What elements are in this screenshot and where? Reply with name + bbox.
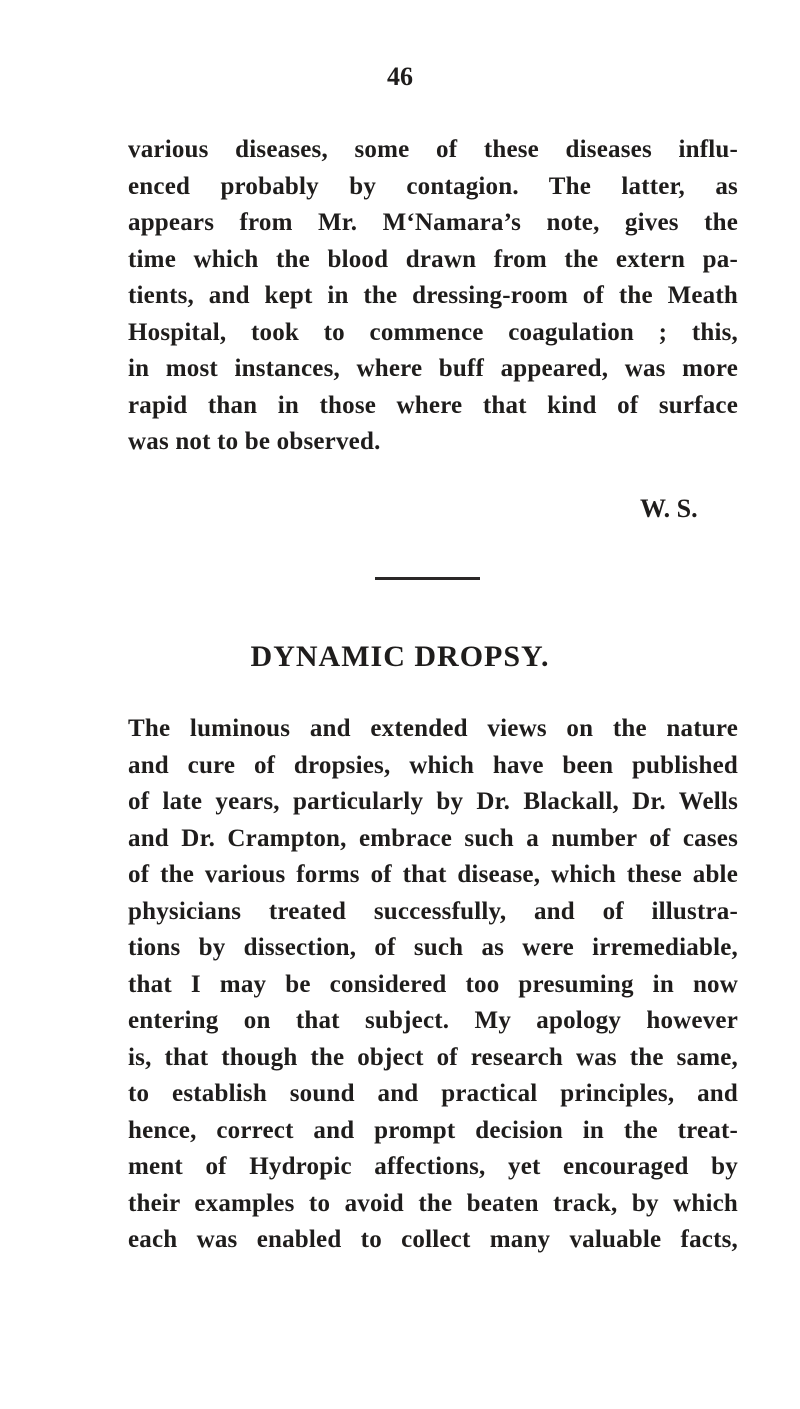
text-line: their examples to avoid the beaten track, by which	[128, 1189, 738, 1217]
text-line: each was enabled to collect many valuable facts,	[128, 1226, 738, 1253]
text-line: tions by dissection, of such as were irremediable,	[128, 934, 738, 961]
text-line: entering on that subject. My apology however	[128, 1007, 738, 1034]
text-line: ment of Hydropic affections, yet encouraged by	[128, 1153, 738, 1180]
text-line: that I may be considered too presuming in now	[128, 970, 738, 998]
text-line: appears from Mr. M‘Namara’s note, gives the	[128, 209, 738, 236]
text-line: to establish sound and practical principles, and	[128, 1080, 738, 1107]
signature-initials: W. S.	[640, 494, 698, 523]
text-line: and cure of dropsies, which have been published	[128, 751, 738, 779]
section-title: DYNAMIC DROPSY.	[250, 640, 550, 673]
text-line: various diseases, some of these diseases influ-	[128, 136, 738, 163]
section-divider	[375, 577, 480, 580]
text-line: The luminous and extended views on the nature	[128, 715, 738, 742]
text-line: of the various forms of that disease, which these able	[128, 861, 738, 888]
text-line: physicians treated successfully, and of illustra-	[128, 897, 738, 925]
text-line: of late years, particularly by Dr. Blackall, Dr. Wells	[128, 788, 738, 815]
text-line: rapid than in those where that kind of surface	[128, 391, 738, 419]
paragraph-dynamic-dropsy	[128, 711, 738, 1259]
paragraph-continuation	[128, 132, 738, 461]
text-line: is, that though the object of research was the same,	[128, 1043, 738, 1071]
text-line: tients, and kept in the dressing-room of the Meath	[128, 282, 738, 309]
text-line: and Dr. Crampton, embrace such a number of cases	[128, 824, 738, 852]
text-line: enced probably by contagion. The latter, as	[128, 172, 738, 200]
text-line: Hospital, took to commence coagulation ; this,	[128, 318, 738, 346]
text-line: in most instances, where buff appeared, was more	[128, 355, 738, 382]
text-line: hence, correct and prompt decision in the treat-	[128, 1116, 738, 1144]
text-line: was not to be observed.	[128, 428, 381, 455]
text-line: time which the blood drawn from the extern pa-	[128, 245, 738, 273]
page-number: 46	[387, 62, 413, 91]
